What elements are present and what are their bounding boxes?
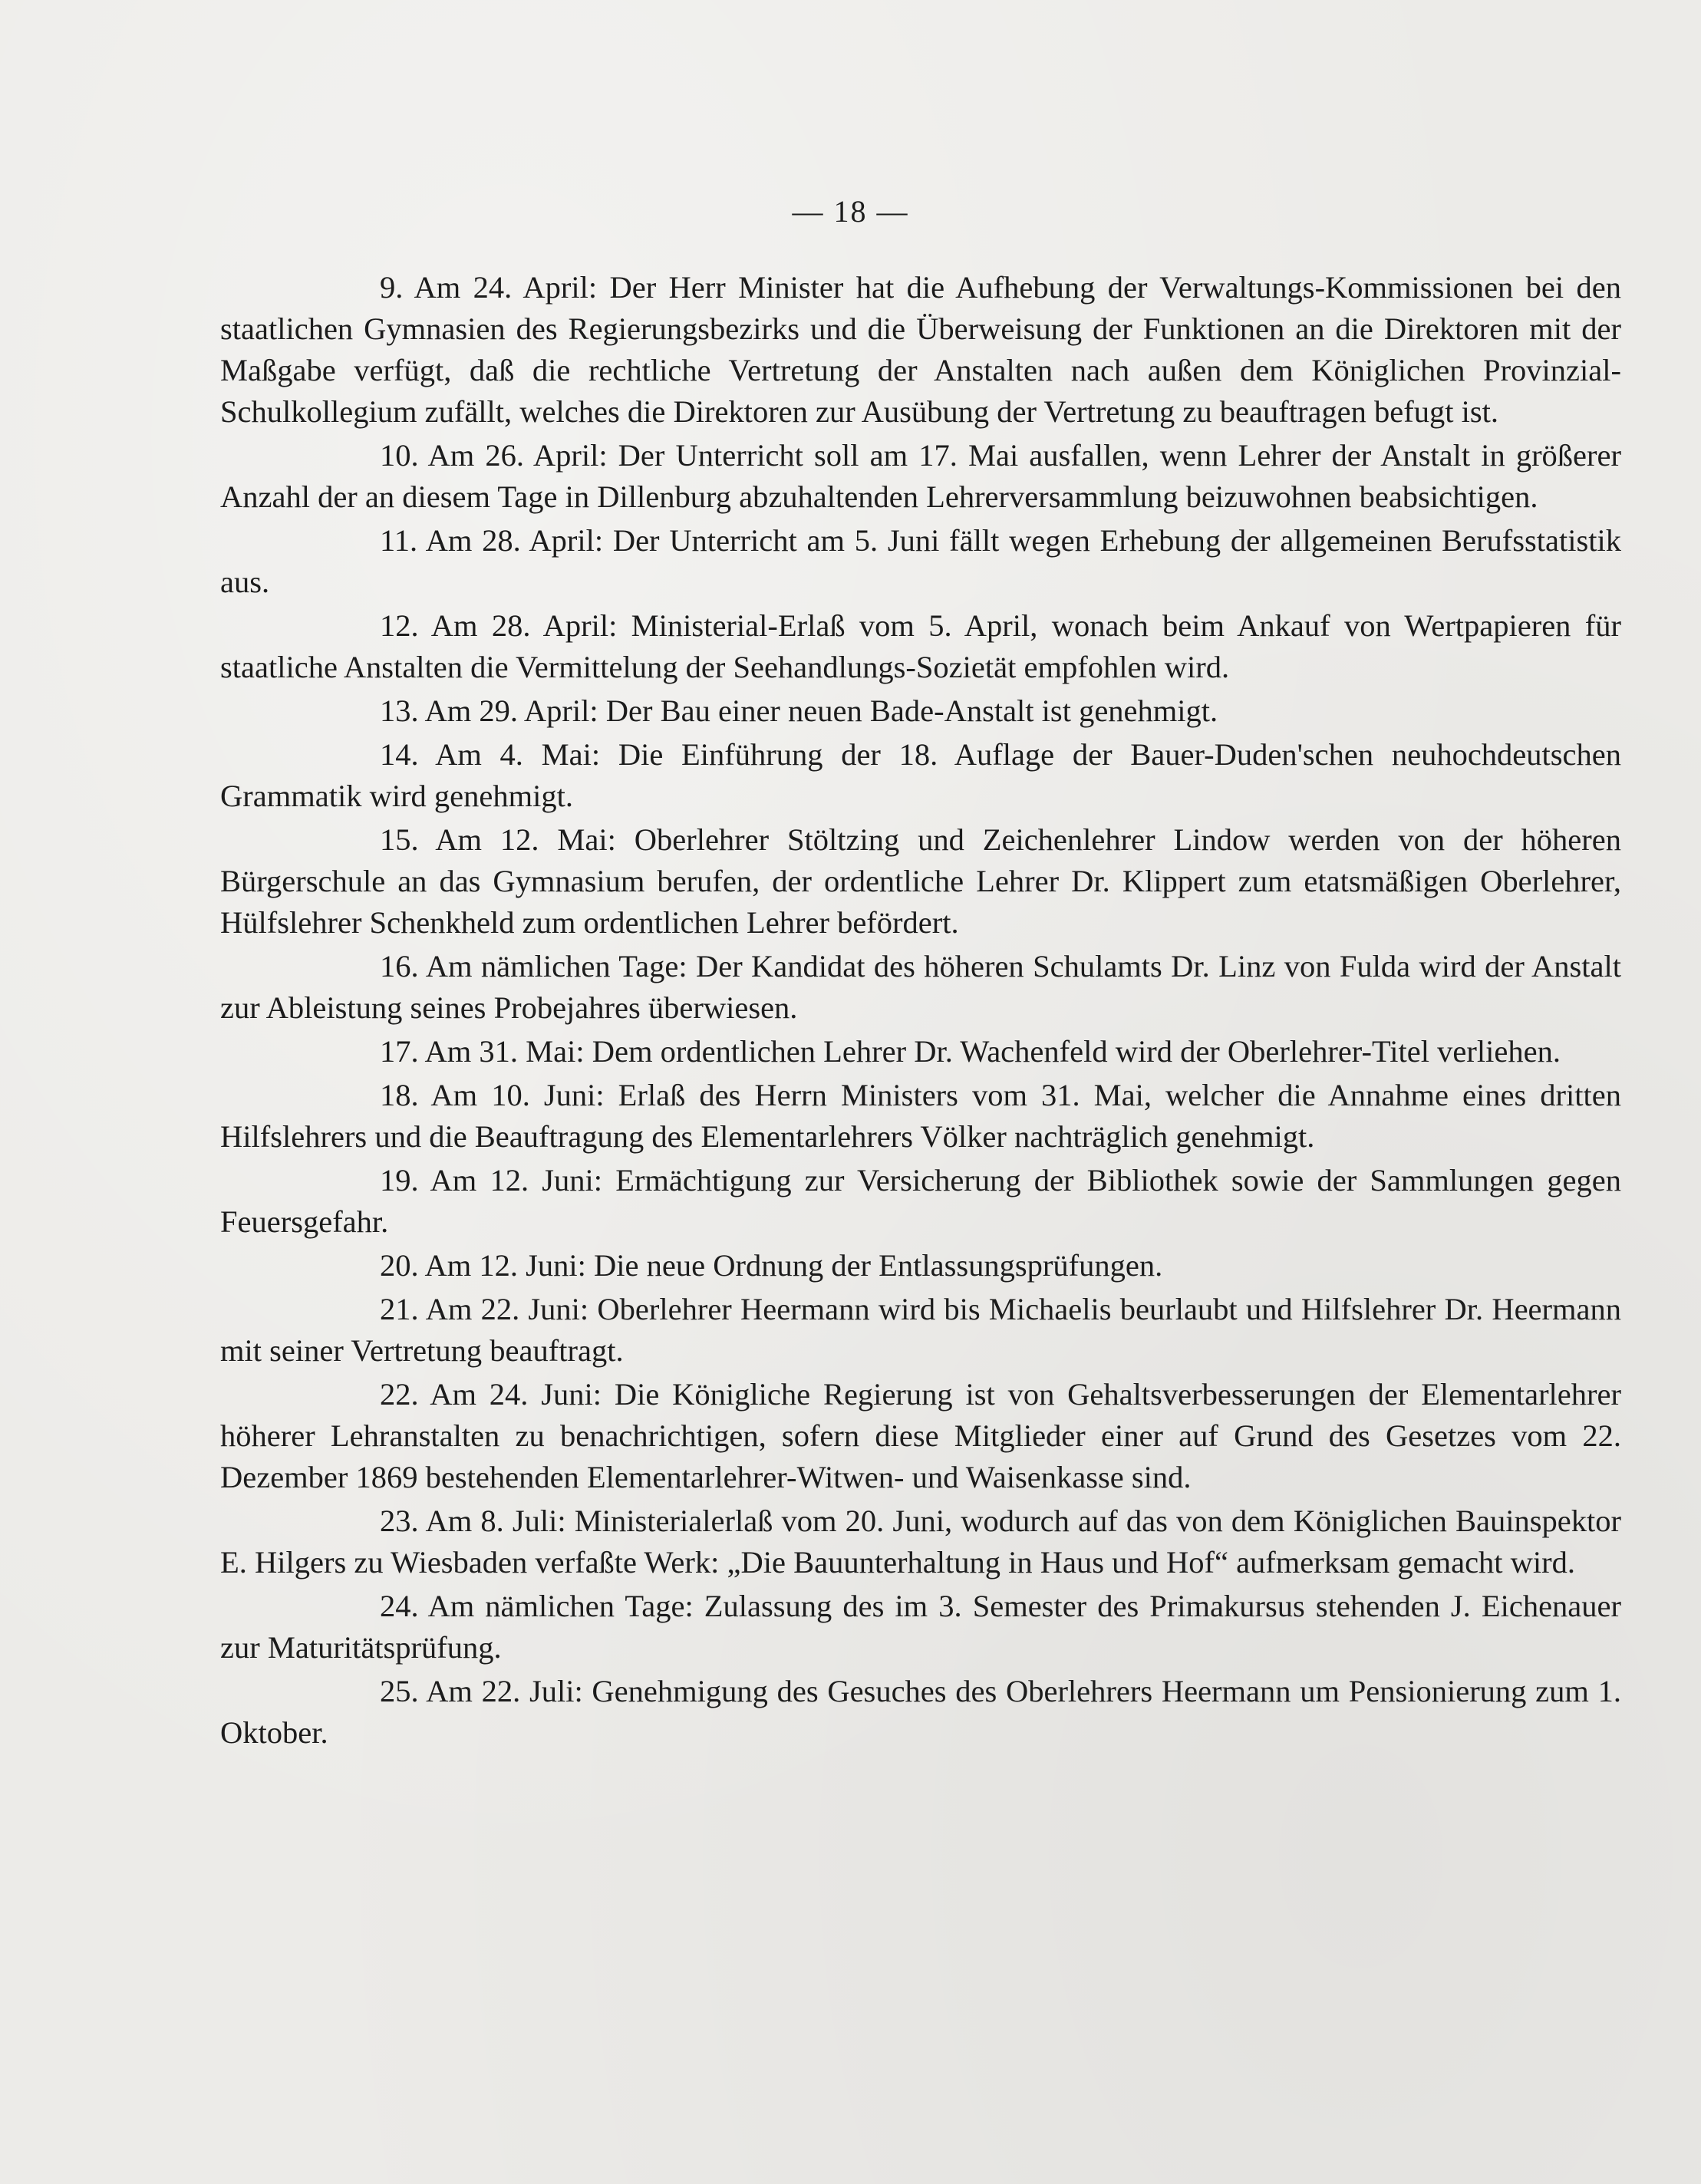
entry-9: 9. Am 24. April: Der Herr Minister hat die Aufhebung der Verwaltungs-Kommissionen bei den staatlichen Gymnasien des Regierungsbezirks und die Überweisung der Funktionen an die Direktoren mit der Maßgabe verfügt, daß die rechtliche Vertretung der Anstalten nach außen dem Königlichen Provinzial-Schulkollegium zufällt, welches die Direktoren zur Ausübung der Vertretung zu beauftragen befugt ist. <box>220 270 1621 429</box>
entry-13: 13. Am 29. April: Der Bau einer neuen Bade-Anstalt ist genehmigt. <box>380 693 1218 728</box>
entry-24: 24. Am nämlichen Tage: Zulassung des im 3. Semester des Primakursus stehenden J. Eichenauer zur Maturitätsprüfung. <box>220 1589 1621 1665</box>
entry-23: 23. Am 8. Juli: Ministerialerlaß vom 20. Juni, wodurch auf das von dem Königlichen Bauinspektor E. Hilgers zu Wiesbaden verfaßte Werk: „Die Bauunterhaltung in Haus und Hof“ aufmerksam gemacht wird. <box>220 1504 1621 1580</box>
entry-19: 19. Am 12. Juni: Ermächtigung zur Versicherung der Bibliothek sowie der Sammlungen gegen Feuersgefahr. <box>220 1163 1621 1239</box>
entry-11: 11. Am 28. April: Der Unterricht am 5. Juni fällt wegen Erhebung der allgemeinen Berufsstatistik aus. <box>220 523 1621 599</box>
entry-16: 16. Am nämlichen Tage: Der Kandidat des höheren Schulamts Dr. Linz von Fulda wird der Anstalt zur Ableistung seines Probejahres überwiesen. <box>220 949 1621 1025</box>
entry-10: 10. Am 26. April: Der Unterricht soll am 17. Mai ausfallen, wenn Lehrer der Anstalt in größerer Anzahl der an diesem Tage in Dillenburg abzuhaltenden Lehrerversammlung beizuwohnen beabsichtigen. <box>220 438 1621 514</box>
entry-18: 18. Am 10. Juni: Erlaß des Herrn Ministers vom 31. Mai, welcher die Annahme eines dritten Hilfslehrers und die Beauftragung des Elementarlehrers Völker nachträglich genehmigt. <box>220 1078 1621 1154</box>
page-number: — 18 — <box>792 194 909 229</box>
entry-12: 12. Am 28. April: Ministerial-Erlaß vom 5. April, wonach beim Ankauf von Wertpapieren für staatliche Anstalten die Vermittelung der Seehandlungs-Sozietät empfohlen wird. <box>220 608 1621 684</box>
entry-17: 17. Am 31. Mai: Dem ordentlichen Lehrer Dr. Wachenfeld wird der Oberlehrer-Titel verliehen. <box>380 1034 1561 1069</box>
body-text <box>220 267 1621 1756</box>
entry-20: 20. Am 12. Juni: Die neue Ordnung der Entlassungsprüfungen. <box>380 1248 1163 1283</box>
entry-22: 22. Am 24. Juni: Die Königliche Regierung ist von Gehaltsverbesserungen der Elementarlehrer höherer Lehranstalten zu benachrichtigen, sofern diese Mitglieder einer auf Grund des Gesetzes vom 22. Dezember 1869 bestehenden Elementarlehrer-Witwen- und Waisenkasse sind. <box>220 1377 1621 1494</box>
entry-25: 25. Am 22. Juli: Genehmigung des Gesuches des Oberlehrers Heermann um Pensionierung zum 1. Oktober. <box>220 1674 1621 1750</box>
entry-21: 21. Am 22. Juni: Oberlehrer Heermann wird bis Michaelis beurlaubt und Hilfslehrer Dr. Heermann mit seiner Vertretung beauftragt. <box>220 1292 1621 1368</box>
entry-15: 15. Am 12. Mai: Oberlehrer Stöltzing und Zeichenlehrer Lindow werden von der höheren Bürgerschule an das Gymnasium berufen, der ordentliche Lehrer Dr. Klippert zum etatsmäßigen Oberlehrer, Hülfslehrer Schenkheld zum ordentlichen Lehrer befördert. <box>220 822 1621 940</box>
entry-14: 14. Am 4. Mai: Die Einführung der 18. Auflage der Bauer-Duden'schen neuhochdeutschen Grammatik wird genehmigt. <box>220 737 1621 813</box>
